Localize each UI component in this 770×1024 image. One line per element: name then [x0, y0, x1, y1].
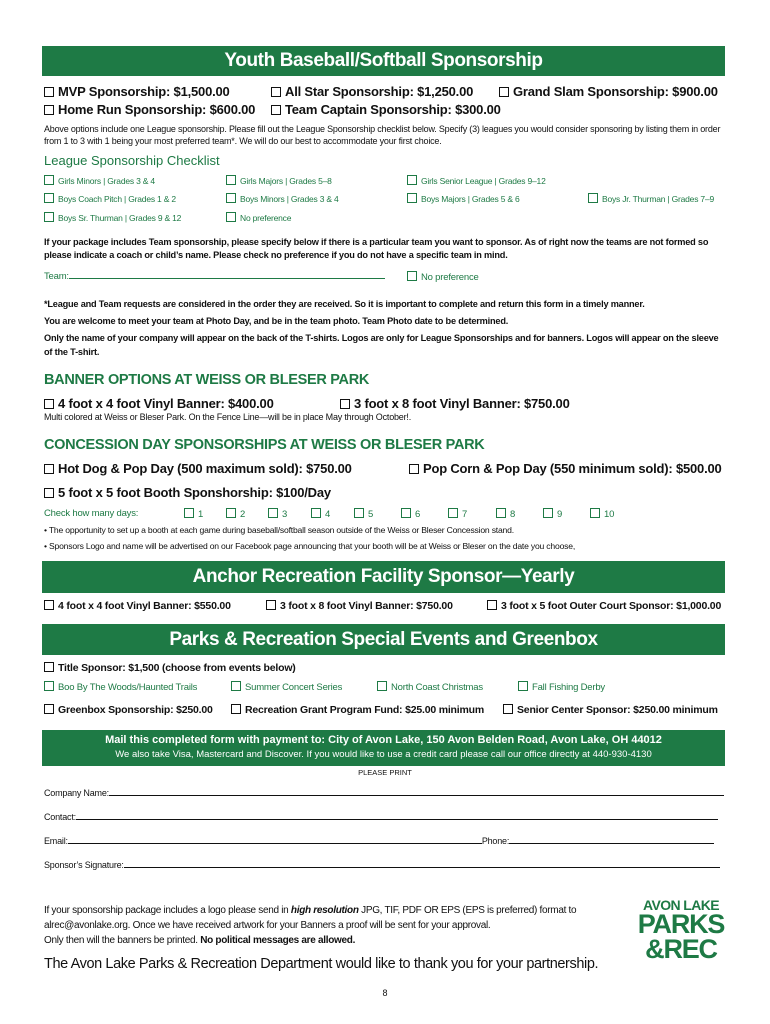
day-4[interactable]: 4	[311, 508, 330, 520]
checkbox[interactable]	[499, 87, 509, 97]
signature-field[interactable]: Sponsor’s Signature:	[44, 860, 720, 870]
checkbox[interactable]	[590, 508, 600, 518]
note-photo-day: You are welcome to meet your team at Photo Day, and be in the team photo. Team Photo date to be determined.	[44, 316, 509, 326]
checkbox[interactable]	[44, 662, 54, 672]
day-3[interactable]: 3	[268, 508, 287, 520]
day-6[interactable]: 6	[401, 508, 420, 520]
checkbox[interactable]	[44, 105, 54, 115]
team-field[interactable]: Team:	[44, 271, 385, 282]
anchor-section-title: Anchor Recreation Facility Sponsor—Yearly	[192, 566, 575, 587]
team-input-line[interactable]	[69, 278, 385, 279]
company-name-input[interactable]	[109, 795, 724, 796]
anchor-3x8-option[interactable]: 3 foot x 8 foot Vinyl Banner: $750.00	[266, 600, 453, 612]
banner-note: Multi colored at Weiss or Bleser Park. On the Fence Line—will be in place May through October!.	[44, 412, 412, 422]
events-section-title: Parks & Recreation Special Events and Greenbox	[169, 629, 598, 650]
anchor-section-header	[42, 561, 725, 593]
checkbox[interactable]	[311, 508, 321, 518]
league-boys-majors[interactable]: Boys Majors | Grades 5 & 6	[407, 193, 520, 204]
signature-input[interactable]	[124, 867, 720, 868]
checkbox[interactable]	[588, 193, 598, 203]
checkbox[interactable]	[266, 600, 276, 610]
thank-you-line: The Avon Lake Parks & Recreation Department would like to thank you for your partnership.	[44, 956, 599, 972]
banner-4x4-option[interactable]: 4 foot x 4 foot Vinyl Banner: $400.00	[44, 396, 274, 411]
checkbox[interactable]	[44, 175, 54, 185]
day-10[interactable]: 10	[590, 508, 614, 520]
anchor-3x5-option[interactable]: 3 foot x 5 foot Outer Court Sponsor: $1,000.00	[487, 600, 721, 612]
checkbox[interactable]	[543, 508, 553, 518]
event-fall-fishing-derby[interactable]: Fall Fishing Derby	[518, 681, 605, 693]
contact-input[interactable]	[76, 819, 718, 820]
checkbox[interactable]	[44, 193, 54, 203]
league-girls-minors[interactable]: Girls Minors | Grades 3 & 4	[44, 175, 155, 186]
page-number: 8	[382, 988, 388, 998]
league-boys-minors[interactable]: Boys Minors | Grades 3 & 4	[226, 193, 339, 204]
all-star-option[interactable]: All Star Sponsorship: $1,250.00	[271, 84, 473, 99]
company-name-field[interactable]: Company Name:	[44, 788, 724, 798]
checkbox[interactable]	[340, 399, 350, 409]
youth-section-title: Youth Baseball/Softball Sponsorship	[224, 50, 543, 71]
league-boys-coach-pitch[interactable]: Boys Coach Pitch | Grades 1 & 2	[44, 193, 176, 204]
mail-address-line: Mail this completed form with payment to: City of Avon Lake, 150 Avon Belden Road, Avon Lake, OH 44012	[105, 734, 662, 746]
day-7[interactable]: 7	[448, 508, 467, 520]
checkbox[interactable]	[377, 681, 387, 691]
banner-3x8-option[interactable]: 3 foot x 8 foot Vinyl Banner: $750.00	[340, 396, 570, 411]
concession-bullet-1: • The opportunity to set up a booth at each game during baseball/softball season outside of the Weiss or Bleser Concession stand.	[44, 525, 514, 535]
checkbox[interactable]	[268, 508, 278, 518]
youth-intro-text: Above options include one League sponsorship. Please fill out the League Sponsorship checklist below. Specify (3) leagues you would consider sponsoring by listing them in order from 1 to 3 with 1 being your most preferred team*. We will do our best to accommodate your first choice.	[44, 124, 721, 146]
checkbox[interactable]	[44, 464, 54, 474]
checkbox[interactable]	[448, 508, 458, 518]
grant-fund-option[interactable]: Recreation Grant Program Fund: $25.00 minimum	[231, 704, 484, 716]
league-no-preference[interactable]: No preference	[226, 212, 291, 223]
checkbox[interactable]	[407, 271, 417, 281]
concession-bullet-2: • Sponsors Logo and name will be advertised on our Facebook page announcing that your booth will be at Weiss or Bleser on the date you choose,	[44, 541, 576, 551]
event-boo-by-the-woods[interactable]: Boo By The Woods/Haunted Trails	[44, 681, 197, 693]
checkbox[interactable]	[44, 488, 54, 498]
note-tshirt: Only the name of your company will appear on the back of the T-shirts. Logos are only for League Sponsorships and for banners. Logos will appear on the sleeve of the T-shirt.	[44, 333, 719, 357]
day-1[interactable]: 1	[184, 508, 203, 520]
hot-dog-option[interactable]: Hot Dog & Pop Day (500 maximum sold): $750.00	[44, 461, 352, 476]
day-5[interactable]: 5	[354, 508, 373, 520]
checkbox[interactable]	[231, 681, 241, 691]
days-label: Check how many days:	[44, 508, 139, 519]
checkbox[interactable]	[401, 508, 411, 518]
logo-instructions: If your sponsorship package includes a logo please send in high resolution JPG, TIF, PDF OR EPS (EPS is preferred) format to alrec@avonlake.org. Once we have received artwork for your Banners a proof will be sent for your approval. Only then will the banners be printed. No political messages are allowed.	[44, 905, 577, 946]
league-girls-majors[interactable]: Girls Majors | Grades 5–8	[226, 175, 332, 186]
anchor-4x4-option[interactable]: 4 foot x 4 foot Vinyl Banner: $550.00	[44, 600, 231, 612]
day-2[interactable]: 2	[226, 508, 245, 520]
phone-input[interactable]	[509, 843, 714, 844]
checkbox[interactable]	[44, 600, 54, 610]
league-girls-senior[interactable]: Girls Senior League | Grades 9–12	[407, 175, 546, 186]
checkbox[interactable]	[354, 508, 364, 518]
note-order: *League and Team requests are considered in the order they are received. So it is important to complete and return this form in a timely manner.	[44, 299, 645, 309]
youth-section-header	[42, 46, 725, 76]
checkbox[interactable]	[518, 681, 528, 691]
checkbox[interactable]	[226, 193, 236, 203]
please-print: PLEASE PRINT	[358, 768, 412, 777]
day-9[interactable]: 9	[543, 508, 562, 520]
greenbox-option[interactable]: Greenbox Sponsorship: $250.00	[44, 704, 213, 716]
checkbox[interactable]	[44, 399, 54, 409]
checkbox[interactable]	[226, 175, 236, 185]
checkbox[interactable]	[44, 704, 54, 714]
checkbox[interactable]	[231, 704, 241, 714]
event-summer-concert[interactable]: Summer Concert Series	[231, 681, 342, 693]
email-field[interactable]: Email: Phone:	[44, 836, 714, 846]
team-captain-option[interactable]: Team Captain Sponsorship: $300.00	[271, 102, 501, 117]
concession-section-title: CONCESSION DAY SPONSORSHIPS AT WEISS OR BLESER PARK	[44, 437, 485, 453]
event-north-coast-christmas[interactable]: North Coast Christmas	[377, 681, 483, 693]
team-note: If your package includes Team sponsorship, please specify below if there is a particular team you want to sponsor. As of right now the teams are not formed so please indicate a coach or child’s name. Please check no preference if you do not have a specific team in mind.	[44, 237, 709, 260]
checkbox[interactable]	[407, 175, 417, 185]
title-sponsor-option[interactable]: Title Sponsor: $1,500 (choose from events below)	[44, 662, 296, 674]
checkbox[interactable]	[226, 212, 236, 222]
home-run-option[interactable]: Home Run Sponsorship: $600.00	[44, 102, 255, 117]
email-input[interactable]	[68, 843, 482, 844]
checkbox[interactable]	[44, 212, 54, 222]
checkbox[interactable]	[496, 508, 506, 518]
mvp-option[interactable]: MVP Sponsorship: $1,500.00	[44, 84, 230, 99]
checkbox[interactable]	[271, 105, 281, 115]
senior-center-option[interactable]: Senior Center Sponsor: $250.00 minimum	[503, 704, 718, 716]
checkbox[interactable]	[503, 704, 513, 714]
day-8[interactable]: 8	[496, 508, 515, 520]
phone-label: Phone:	[481, 836, 510, 846]
checkbox[interactable]	[226, 508, 236, 518]
checkbox[interactable]	[44, 87, 54, 97]
league-boys-sr-thurman[interactable]: Boys Sr. Thurman | Grades 9 & 12	[44, 212, 181, 223]
booth-option[interactable]: 5 foot x 5 foot Booth Sponshorship: $100/Day	[44, 485, 331, 500]
checkbox[interactable]	[407, 193, 417, 203]
events-section-header	[42, 624, 725, 655]
team-no-preference[interactable]: No preference	[407, 271, 479, 283]
credit-card-line: We also take Visa, Mastercard and Discover. If you would like to use a credit card please call our office directly at 440-930-4130	[115, 749, 652, 760]
avon-lake-parks-logo: AVON LAKE PARKS &REC	[637, 897, 725, 964]
checkbox[interactable]	[487, 600, 497, 610]
checkbox[interactable]	[409, 464, 419, 474]
league-boys-jr-thurman[interactable]: Boys Jr. Thurman | Grades 7–9	[588, 193, 714, 204]
contact-field[interactable]: Contact:	[44, 812, 718, 822]
league-checklist-title: League Sponsorship Checklist	[44, 153, 220, 168]
pop-corn-option[interactable]: Pop Corn & Pop Day (550 minimum sold): $500.00	[409, 461, 722, 476]
checkbox[interactable]	[44, 681, 54, 691]
checkbox[interactable]	[184, 508, 194, 518]
checkbox[interactable]	[271, 87, 281, 97]
mail-box	[42, 730, 725, 766]
grand-slam-option[interactable]: Grand Slam Sponsorship: $900.00	[499, 84, 718, 99]
banner-section-title: BANNER OPTIONS AT WEISS OR BLESER PARK	[44, 372, 370, 388]
